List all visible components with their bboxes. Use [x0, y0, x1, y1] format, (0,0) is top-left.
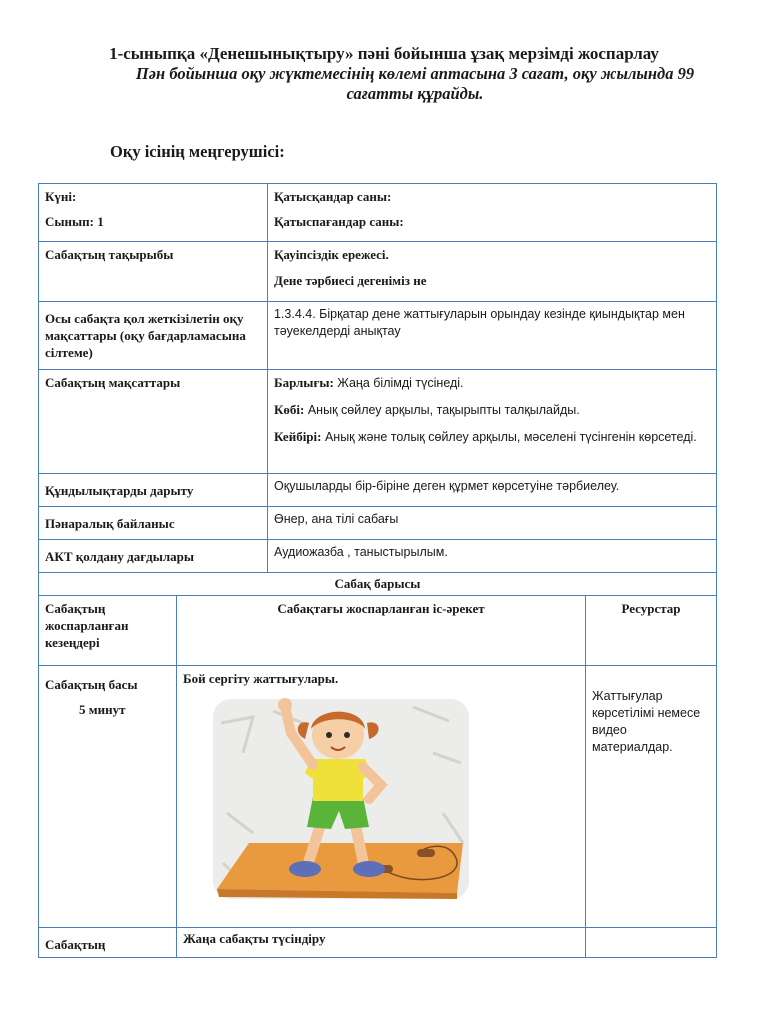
lesson-section-title: Сабақ барысы	[39, 573, 717, 596]
col-stages-header: Сабақтың жоспарланған кезеңдері	[39, 596, 177, 666]
interdisc-value: Өнер, ана тілі сабағы	[268, 507, 717, 540]
goal-all-text: Жаңа білімді түсінеді.	[333, 376, 464, 390]
start-activity-cell	[177, 666, 586, 928]
next-stage-label: Сабақтың	[39, 928, 177, 958]
values-value: Оқушыларды бір-біріне деген құрмет көрсетуіне тәрбиелеу.	[268, 474, 717, 507]
goal-most	[274, 401, 710, 419]
ict-value: Аудиожазба , таныстырылым.	[268, 540, 717, 573]
interdisc-label: Пәнаралық байланыс	[39, 507, 268, 540]
girl-exercising-illustration	[213, 693, 469, 905]
attendance-cell	[268, 184, 717, 242]
lesson-next-row	[39, 928, 717, 958]
goal-some	[274, 428, 710, 446]
goal-some-label: Кейбірі:	[274, 429, 322, 444]
objectives-row	[39, 302, 717, 370]
start-activity-text: Бой сергіту жаттығулары.	[183, 671, 339, 686]
values-row	[39, 474, 717, 507]
info-row	[39, 184, 717, 242]
goal-all-label: Барлығы:	[274, 375, 334, 390]
objectives-label: Осы сабақта қол жеткізілетін оқу мақсаттары (оқу бағдарламасына сілтеме)	[39, 302, 268, 370]
start-resources-text: Жаттығулар көрсетілімі немесе видео материалдар.	[592, 689, 701, 754]
date-class-cell	[39, 184, 268, 242]
ict-row	[39, 540, 717, 573]
goal-some-text: Анық және толық сөйлеу арқылы, мәселені түсінгенін көрсетеді.	[321, 430, 697, 444]
goal-most-label: Көбі:	[274, 402, 305, 417]
document-title: 1-сыныпқа «Денешынықтыру» пәні бойынша ұзақ мерзімді жоспарлау	[109, 44, 659, 63]
values-label: Құндылықтарды дарыту	[39, 474, 268, 507]
lesson-plan-table	[38, 183, 717, 958]
goals-label: Сабақтың мақсаттары	[39, 370, 268, 474]
lesson-section-row	[39, 573, 717, 596]
goal-all	[274, 374, 710, 392]
class-label: Сынып: 1	[45, 214, 104, 229]
topic-line-2: Дене тәрбиесі дегеніміз не	[274, 273, 427, 288]
lesson-header-row	[39, 596, 717, 666]
topic-cell	[268, 242, 717, 302]
absent-label: Қатыспағандар саны:	[274, 214, 404, 229]
objectives-value: 1.3.4.4. Бірқатар дене жаттығуларын орындау кезінде қиындықтар мен тәуекелдерді анықтау	[268, 302, 717, 370]
start-stage-cell	[39, 666, 177, 928]
manager-label: Оқу ісінің меңгерушісі:	[110, 142, 285, 161]
col-resources-header: Ресурстар	[586, 596, 717, 666]
goal-most-text: Анық сөйлеу арқылы, тақырыпты талқылайды.	[304, 403, 580, 417]
ict-label: АКТ қолдану дағдылары	[39, 540, 268, 573]
col-activity-header: Сабақтағы жоспарланған іс-әрекет	[177, 596, 586, 666]
lesson-start-row	[39, 666, 717, 928]
topic-label: Сабақтың тақырыбы	[39, 242, 268, 302]
present-label: Қатысқандар саны:	[274, 189, 392, 204]
goals-row	[39, 370, 717, 474]
topic-line-1: Қауіпсіздік ережесі.	[274, 247, 389, 262]
start-stage-label: Сабақтың басы	[45, 677, 138, 692]
start-resources-cell	[586, 666, 717, 928]
interdisc-row	[39, 507, 717, 540]
topic-row	[39, 242, 717, 302]
document-subtitle: Пән бойынша оқу жүктемесінің көлемі аптасына 3 сағат, оқу жылында 99 сағатты құрайды.	[135, 64, 695, 103]
date-label: Күні:	[45, 189, 77, 204]
next-resources-cell	[586, 928, 717, 958]
start-stage-time: 5 минут	[79, 702, 126, 717]
next-activity-text: Жаңа сабақты түсіндіру	[177, 928, 586, 958]
goals-cell	[268, 370, 717, 474]
